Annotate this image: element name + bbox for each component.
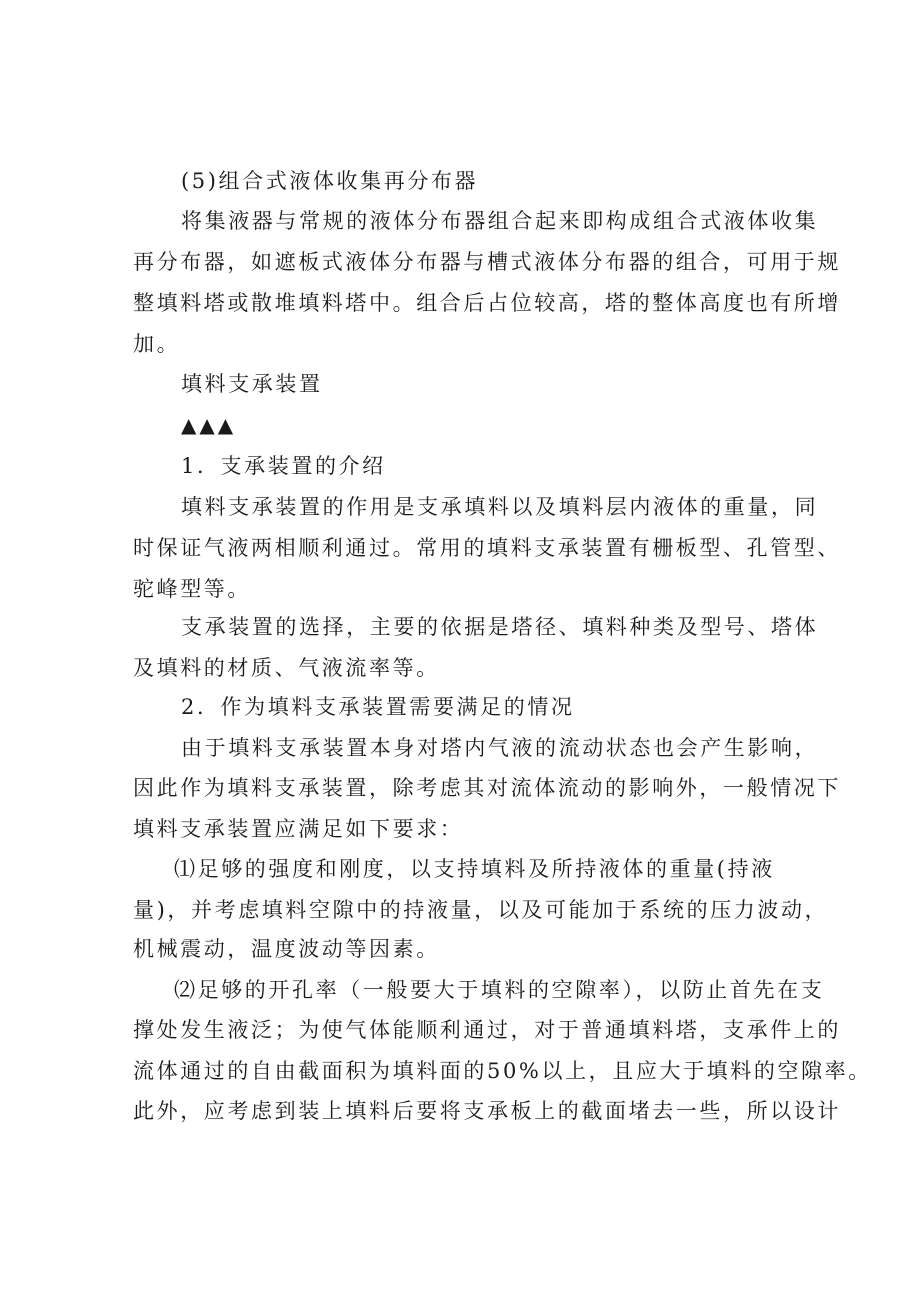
requirement-line: ⑴足够的强度和刚度，以支持填料及所持液体的重量(持液 [174,857,775,881]
paragraph-line: 驼峰型等。 [133,577,251,601]
paragraph-line: 填料支承装置应满足如下要求： [133,817,464,841]
section-heading: (5)组合式液体收集再分布器 [181,169,479,193]
requirement-line: 机械震动，温度波动等因素。 [133,937,440,961]
requirement-line: 量)，并考虑填料空隙中的持液量，以及可能加于系统的压力波动， [133,898,829,922]
requirement-line: 流体通过的自由截面积为填料面的50%以上，且应大于填料的空隙率。 [133,1059,872,1083]
requirement-line: ⑵足够的开孔率（一般要大于填料的空隙率），以防止首先在支 [174,978,825,1002]
paragraph-line: 填料支承装置的作用是支承填料以及填料层内液体的重量，同 [181,495,819,519]
paragraph-line: 因此作为填料支承装置，除考虑其对流体流动的影响外，一般情况下 [133,776,841,800]
requirement-line: 撑处发生液泛；为使气体能顺利通过，对于普通填料塔，支承件上的 [133,1018,841,1042]
subsection-heading: 2．作为填料支承装置需要满足的情况 [181,695,575,719]
paragraph-line: 将集液器与常规的液体分布器组合起来即构成组合式液体收集 [181,209,819,233]
triangle-marker: ▲▲▲ [181,413,237,437]
paragraph-line: 时保证气液两相顺利通过。常用的填料支承装置有栅板型、孔管型、 [133,536,841,560]
section-title: 填料支承装置 [181,372,323,396]
requirement-line: 此外，应考虑到装上填料后要将支承板上的截面堵去一些，所以设计 [133,1099,841,1123]
paragraph-line: 整填料塔或散堆填料塔中。组合后占位较高，塔的整体高度也有所增 [133,291,841,315]
paragraph-line: 由于填料支承装置本身对塔内气液的流动状态也会产生影响， [181,736,819,760]
paragraph-line: 支承装置的选择，主要的依据是塔径、填料种类及型号、塔体 [181,615,819,639]
paragraph-line: 加。 [133,332,181,356]
subsection-heading: 1．支承装置的介绍 [181,454,386,478]
paragraph-line: 及填料的材质、气液流率等。 [133,656,440,680]
paragraph-line: 再分布器，如遮板式液体分布器与槽式液体分布器的组合，可用于规 [133,250,841,274]
